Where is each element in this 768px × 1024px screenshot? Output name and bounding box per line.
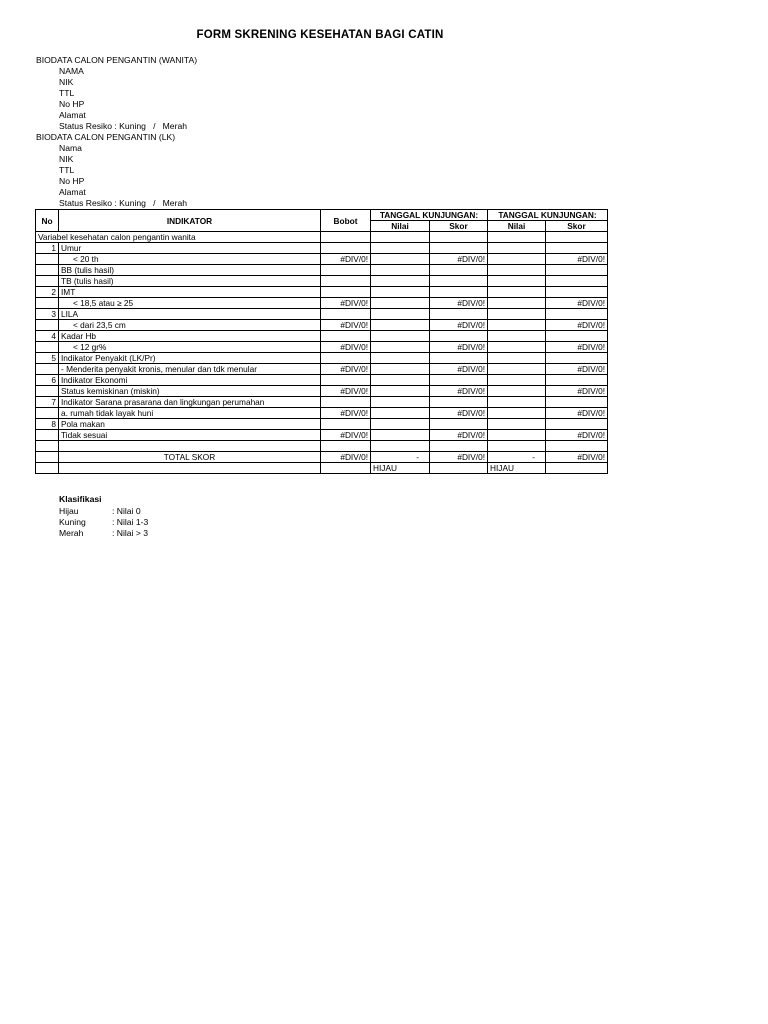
row-indikator: Indikator Sarana prasarana dan lingkungan perumahan: [59, 397, 321, 408]
row-indikator: < 18,5 atau ≥ 25: [59, 298, 321, 309]
row-indikator: < 20 th: [59, 254, 321, 265]
section-row: [36, 232, 608, 243]
spacer-row: [36, 441, 608, 452]
table-row: [36, 419, 608, 430]
row-no: 4: [36, 331, 59, 342]
row-skor-2: [546, 419, 608, 430]
row-no: [36, 254, 59, 265]
row-skor-1: #DIV/0!: [430, 342, 488, 353]
row-nilai-1: [371, 364, 430, 375]
row-nilai-2: [488, 309, 546, 320]
row-skor-1: [430, 309, 488, 320]
row-bobot: [321, 265, 371, 276]
row-nilai-1: [371, 265, 430, 276]
row-indikator: TB (tulis hasil): [59, 276, 321, 287]
row-nilai-1: [371, 386, 430, 397]
row-no: [36, 320, 59, 331]
biodata-lk-status: Status Resiko : Kuning / Merah: [59, 198, 188, 208]
klasifikasi-label: Hijau: [59, 506, 79, 516]
row-skor-1: [430, 243, 488, 254]
klasifikasi-value: : Nilai 1-3: [112, 517, 149, 527]
table-row: [36, 265, 608, 276]
row-no: [36, 265, 59, 276]
header-bobot: Bobot: [321, 210, 371, 232]
table-row: [36, 430, 608, 441]
total-label: TOTAL SKOR: [59, 452, 321, 463]
row-skor-2: #DIV/0!: [546, 364, 608, 375]
row-no: 1: [36, 243, 59, 254]
row-nilai-2: [488, 397, 546, 408]
row-skor-1: #DIV/0!: [430, 430, 488, 441]
row-bobot: [321, 309, 371, 320]
row-no: [36, 342, 59, 353]
status-bobot: [321, 463, 371, 474]
section-label: Variabel kesehatan calon pengantin wanita: [36, 232, 321, 243]
klasifikasi-value: : Nilai 0: [112, 506, 141, 516]
table-row: [36, 353, 608, 364]
row-skor-1: [430, 375, 488, 386]
row-indikator: Umur: [59, 243, 321, 254]
row-skor-2: [546, 309, 608, 320]
row-indikator: Tidak sesuai: [59, 430, 321, 441]
klasifikasi-item-hijau: [59, 506, 148, 517]
row-skor-1: #DIV/0!: [430, 364, 488, 375]
row-nilai-2: [488, 265, 546, 276]
row-indikator: < dari 23,5 cm: [59, 320, 321, 331]
row-no: [36, 386, 59, 397]
row-indikator: Kadar Hb: [59, 331, 321, 342]
row-indikator: Indikator Penyakit (LK/Pr): [59, 353, 321, 364]
status-result-1: HIJAU: [371, 463, 430, 474]
biodata-lk-heading: BIODATA CALON PENGANTIN (LK): [36, 132, 176, 142]
row-nilai-1: [371, 309, 430, 320]
total-bobot: #DIV/0!: [321, 452, 371, 463]
total-nilai-2: -: [488, 452, 546, 463]
row-skor-2: #DIV/0!: [546, 298, 608, 309]
header-skor-2: Skor: [546, 221, 608, 232]
row-nilai-2: [488, 430, 546, 441]
row-no: 2: [36, 287, 59, 298]
row-indikator: LILA: [59, 309, 321, 320]
row-nilai-2: [488, 353, 546, 364]
klasifikasi-value: : Nilai > 3: [112, 528, 149, 538]
row-nilai-2: [488, 287, 546, 298]
row-bobot: #DIV/0!: [321, 408, 371, 419]
total-no: [36, 452, 59, 463]
table-row: [36, 320, 608, 331]
row-skor-2: [546, 287, 608, 298]
klasifikasi-item-merah: [59, 528, 148, 539]
row-nilai-1: [371, 254, 430, 265]
status-row: [36, 463, 608, 474]
header-tanggal-kunjungan-2: TANGGAL KUNJUNGAN:: [488, 210, 608, 221]
row-skor-1: [430, 265, 488, 276]
klasifikasi-item-kuning: [59, 517, 148, 528]
row-bobot: [321, 375, 371, 386]
klasifikasi-title: Klasifikasi: [59, 494, 102, 504]
row-nilai-1: [371, 353, 430, 364]
header-tanggal-kunjungan-1: TANGGAL KUNJUNGAN:: [371, 210, 488, 221]
row-bobot: #DIV/0!: [321, 342, 371, 353]
row-skor-1: #DIV/0!: [430, 320, 488, 331]
row-no: [36, 276, 59, 287]
row-no: 5: [36, 353, 59, 364]
biodata-lk-field: NIK: [59, 154, 74, 164]
row-bobot: #DIV/0!: [321, 254, 371, 265]
row-nilai-2: [488, 320, 546, 331]
row-indikator: BB (tulis hasil): [59, 265, 321, 276]
row-nilai-2: [488, 364, 546, 375]
row-nilai-2: [488, 331, 546, 342]
table-row: [36, 276, 608, 287]
row-no: 6: [36, 375, 59, 386]
row-skor-1: #DIV/0!: [430, 298, 488, 309]
row-nilai-2: [488, 386, 546, 397]
row-skor-2: #DIV/0!: [546, 386, 608, 397]
table-row: [36, 386, 608, 397]
row-indikator: a. rumah tidak layak huni: [59, 408, 321, 419]
row-indikator: IMT: [59, 287, 321, 298]
row-nilai-2: [488, 408, 546, 419]
table-row: [36, 298, 608, 309]
row-no: [36, 364, 59, 375]
header-nilai-2: Nilai: [488, 221, 546, 232]
status-label: [59, 463, 321, 474]
row-nilai-1: [371, 375, 430, 386]
biodata-lk-field: Nama: [59, 143, 82, 153]
row-bobot: #DIV/0!: [321, 430, 371, 441]
biodata-wanita-field: NIK: [59, 77, 74, 87]
klasifikasi-label: Kuning: [59, 517, 86, 527]
row-bobot: [321, 331, 371, 342]
row-skor-1: #DIV/0!: [430, 254, 488, 265]
total-skor-1: #DIV/0!: [430, 452, 488, 463]
status-skor-1: [430, 463, 488, 474]
row-nilai-2: [488, 342, 546, 353]
biodata-wanita-heading: BIODATA CALON PENGANTIN (WANITA): [36, 55, 198, 65]
biodata-wanita-field: TTL: [59, 88, 75, 98]
status-skor-2: [546, 463, 608, 474]
table-row: [36, 364, 608, 375]
row-bobot: [321, 419, 371, 430]
header-nilai-1: Nilai: [371, 221, 430, 232]
row-skor-1: [430, 331, 488, 342]
table-row: [36, 243, 608, 254]
row-no: [36, 430, 59, 441]
row-nilai-2: [488, 298, 546, 309]
row-skor-1: [430, 419, 488, 430]
row-skor-2: [546, 276, 608, 287]
row-skor-2: [546, 243, 608, 254]
row-no: [36, 408, 59, 419]
row-bobot: #DIV/0!: [321, 320, 371, 331]
row-nilai-1: [371, 331, 430, 342]
row-nilai-1: [371, 287, 430, 298]
row-nilai-1: [371, 397, 430, 408]
row-bobot: [321, 276, 371, 287]
table-row: [36, 309, 608, 320]
table-row: [36, 408, 608, 419]
table-row: [36, 254, 608, 265]
row-no: 8: [36, 419, 59, 430]
table-row: [36, 342, 608, 353]
row-skor-2: [546, 331, 608, 342]
biodata-wanita-status: Status Resiko : Kuning / Merah: [59, 121, 188, 131]
klasifikasi-label: Merah: [59, 528, 84, 538]
row-bobot: #DIV/0!: [321, 364, 371, 375]
screening-table: [35, 209, 608, 474]
row-skor-2: [546, 353, 608, 364]
row-skor-1: [430, 287, 488, 298]
row-nilai-2: [488, 254, 546, 265]
row-indikator: Status kemiskinan (miskin): [59, 386, 321, 397]
biodata-lk-field: Alamat: [59, 187, 86, 197]
row-no: 3: [36, 309, 59, 320]
row-nilai-1: [371, 419, 430, 430]
table-row: [36, 375, 608, 386]
status-no: [36, 463, 59, 474]
biodata-lk-field: TTL: [59, 165, 75, 175]
row-nilai-1: [371, 276, 430, 287]
row-skor-2: #DIV/0!: [546, 254, 608, 265]
row-bobot: #DIV/0!: [321, 298, 371, 309]
row-bobot: [321, 353, 371, 364]
biodata-wanita-field: No HP: [59, 99, 85, 109]
klasifikasi-legend: [59, 494, 148, 539]
row-skor-2: #DIV/0!: [546, 320, 608, 331]
row-skor-2: #DIV/0!: [546, 342, 608, 353]
table-row: [36, 397, 608, 408]
header-skor-1: Skor: [430, 221, 488, 232]
row-no: 7: [36, 397, 59, 408]
row-nilai-1: [371, 320, 430, 331]
row-skor-2: #DIV/0!: [546, 408, 608, 419]
row-skor-1: #DIV/0!: [430, 386, 488, 397]
row-nilai-2: [488, 276, 546, 287]
row-nilai-1: [371, 298, 430, 309]
header-no: No: [36, 210, 59, 232]
row-indikator: Indikator Ekonomi: [59, 375, 321, 386]
row-bobot: [321, 397, 371, 408]
row-nilai-1: [371, 430, 430, 441]
row-bobot: [321, 243, 371, 254]
row-nilai-1: [371, 408, 430, 419]
total-skor-2: #DIV/0!: [546, 452, 608, 463]
total-row: [36, 452, 608, 463]
row-no: [36, 298, 59, 309]
row-nilai-2: [488, 375, 546, 386]
row-skor-2: #DIV/0!: [546, 430, 608, 441]
biodata-section: [36, 55, 197, 209]
row-nilai-1: [371, 342, 430, 353]
row-skor-1: [430, 276, 488, 287]
status-result-2: HIJAU: [488, 463, 546, 474]
row-indikator: < 12 gr%: [59, 342, 321, 353]
biodata-wanita-field: Alamat: [59, 110, 86, 120]
biodata-wanita-field: NAMA: [59, 66, 84, 76]
table-row: [36, 331, 608, 342]
total-nilai-1: -: [371, 452, 430, 463]
header-indikator: INDIKATOR: [59, 210, 321, 232]
row-skor-1: [430, 397, 488, 408]
row-skor-2: [546, 375, 608, 386]
biodata-lk-field: No HP: [59, 176, 85, 186]
row-nilai-2: [488, 243, 546, 254]
row-bobot: #DIV/0!: [321, 386, 371, 397]
row-indikator: Pola makan: [59, 419, 321, 430]
row-bobot: [321, 287, 371, 298]
form-title: FORM SKRENING KESEHATAN BAGI CATIN: [196, 29, 444, 41]
row-skor-1: #DIV/0!: [430, 408, 488, 419]
table-row: [36, 287, 608, 298]
row-indikator: - Menderita penyakit kronis, menular dan tdk menular: [59, 364, 321, 375]
row-skor-1: [430, 353, 488, 364]
row-skor-2: [546, 397, 608, 408]
row-skor-2: [546, 265, 608, 276]
row-nilai-2: [488, 419, 546, 430]
row-nilai-1: [371, 243, 430, 254]
